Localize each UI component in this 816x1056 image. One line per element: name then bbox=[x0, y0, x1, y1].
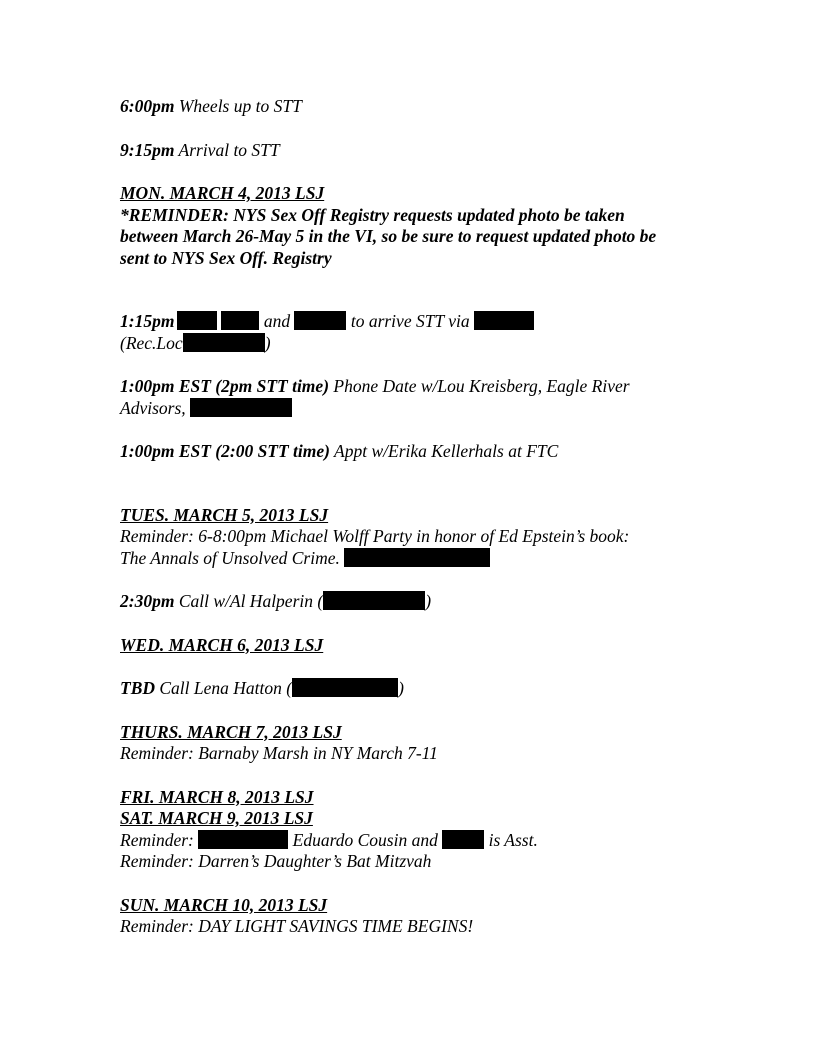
entry-time: 1:15pm bbox=[120, 311, 175, 331]
entry-phone-date-cont bbox=[120, 398, 720, 420]
entry-time: TBD bbox=[120, 678, 155, 698]
entry-text: (Rec.Loc bbox=[120, 332, 183, 353]
day-heading-sun: SUN. MARCH 10, 2013 LSJ bbox=[120, 894, 328, 915]
entry-text: Eduardo Cousin and bbox=[288, 829, 443, 850]
reminder-line: Reminder: DAY LIGHT SAVINGS TIME BEGINS! bbox=[120, 916, 474, 936]
day-heading-sat: SAT. MARCH 9, 2013 LSJ bbox=[120, 808, 313, 828]
reminder-line-cont bbox=[120, 548, 720, 570]
entry-time: 1:00pm EST (2pm STT time) bbox=[120, 376, 330, 396]
redaction-block bbox=[323, 591, 425, 610]
redaction-block bbox=[292, 678, 398, 697]
entry-appt bbox=[120, 441, 720, 463]
redaction-block bbox=[221, 311, 259, 330]
entry-text: Arrival to STT bbox=[174, 139, 280, 160]
redaction-block bbox=[474, 311, 534, 330]
reminder-line: Reminder: Barnaby Marsh in NY March 7-11 bbox=[120, 743, 438, 763]
redaction-block bbox=[294, 311, 346, 330]
entry-arrive-stt bbox=[120, 311, 720, 333]
reminder-line bbox=[120, 830, 720, 852]
entry-text: The Annals of Unsolved Crime. bbox=[120, 547, 345, 568]
redaction-block bbox=[190, 398, 292, 417]
reminder-line: Reminder: Darren’s Daughter’s Bat Mitzvah bbox=[120, 851, 432, 871]
day-heading-wed: WED. MARCH 6, 2013 LSJ bbox=[120, 634, 324, 655]
entry-call-halperin bbox=[120, 591, 720, 613]
day-heading-tue: TUES. MARCH 5, 2013 LSJ bbox=[120, 504, 329, 525]
reminder-line: sent to NYS Sex Off. Registry bbox=[120, 247, 332, 268]
day-heading-mon: MON. MARCH 4, 2013 LSJ bbox=[120, 183, 325, 203]
entry-time: 1:00pm EST (2:00 STT time) bbox=[120, 441, 330, 461]
entry-arrival bbox=[120, 140, 720, 162]
entry-phone-date bbox=[120, 376, 720, 398]
redaction-block bbox=[177, 311, 217, 330]
entry-text: ) bbox=[425, 591, 432, 611]
entry-text: and bbox=[259, 311, 295, 331]
day-heading-thu: THURS. MARCH 7, 2013 LSJ bbox=[120, 721, 342, 742]
reminder-line: Reminder: 6-8:00pm Michael Wolff Party in honor of Ed Epstein’s book: bbox=[120, 526, 630, 546]
entry-text: Wheels up to STT bbox=[174, 96, 302, 116]
entry-text: Reminder: bbox=[120, 829, 199, 850]
entry-text: Appt w/Erika Kellerhals at FTC bbox=[329, 441, 559, 461]
entry-time: 9:15pm bbox=[120, 139, 175, 160]
entry-text: Advisors, bbox=[120, 397, 190, 418]
entry-time: 6:00pm bbox=[120, 96, 175, 116]
entry-text: Call Lena Hatton ( bbox=[155, 678, 293, 698]
reminder-line: between March 26-May 5 in the VI, so be sure to request updated photo be bbox=[120, 226, 657, 246]
schedule-document bbox=[120, 96, 720, 938]
entry-rec-loc bbox=[120, 333, 720, 355]
entry-text: Phone Date w/Lou Kreisberg, Eagle River bbox=[329, 376, 630, 396]
redaction-block bbox=[442, 830, 484, 849]
entry-text: Call w/Al Halperin ( bbox=[174, 591, 324, 611]
entry-text: ) bbox=[398, 678, 404, 698]
redaction-block bbox=[183, 333, 265, 352]
entry-call-hatton bbox=[120, 678, 720, 700]
entry-wheels-up bbox=[120, 96, 720, 118]
entry-time: 2:30pm bbox=[120, 591, 175, 611]
entry-text: is Asst. bbox=[484, 829, 538, 850]
redaction-block bbox=[344, 548, 490, 567]
reminder-line: *REMINDER: NYS Sex Off Registry requests updated photo be taken bbox=[120, 204, 625, 225]
redaction-block bbox=[198, 830, 288, 849]
day-heading-fri: FRI. MARCH 8, 2013 LSJ bbox=[120, 786, 314, 807]
entry-text: to arrive STT via bbox=[346, 311, 474, 331]
entry-text: ) bbox=[264, 332, 271, 353]
